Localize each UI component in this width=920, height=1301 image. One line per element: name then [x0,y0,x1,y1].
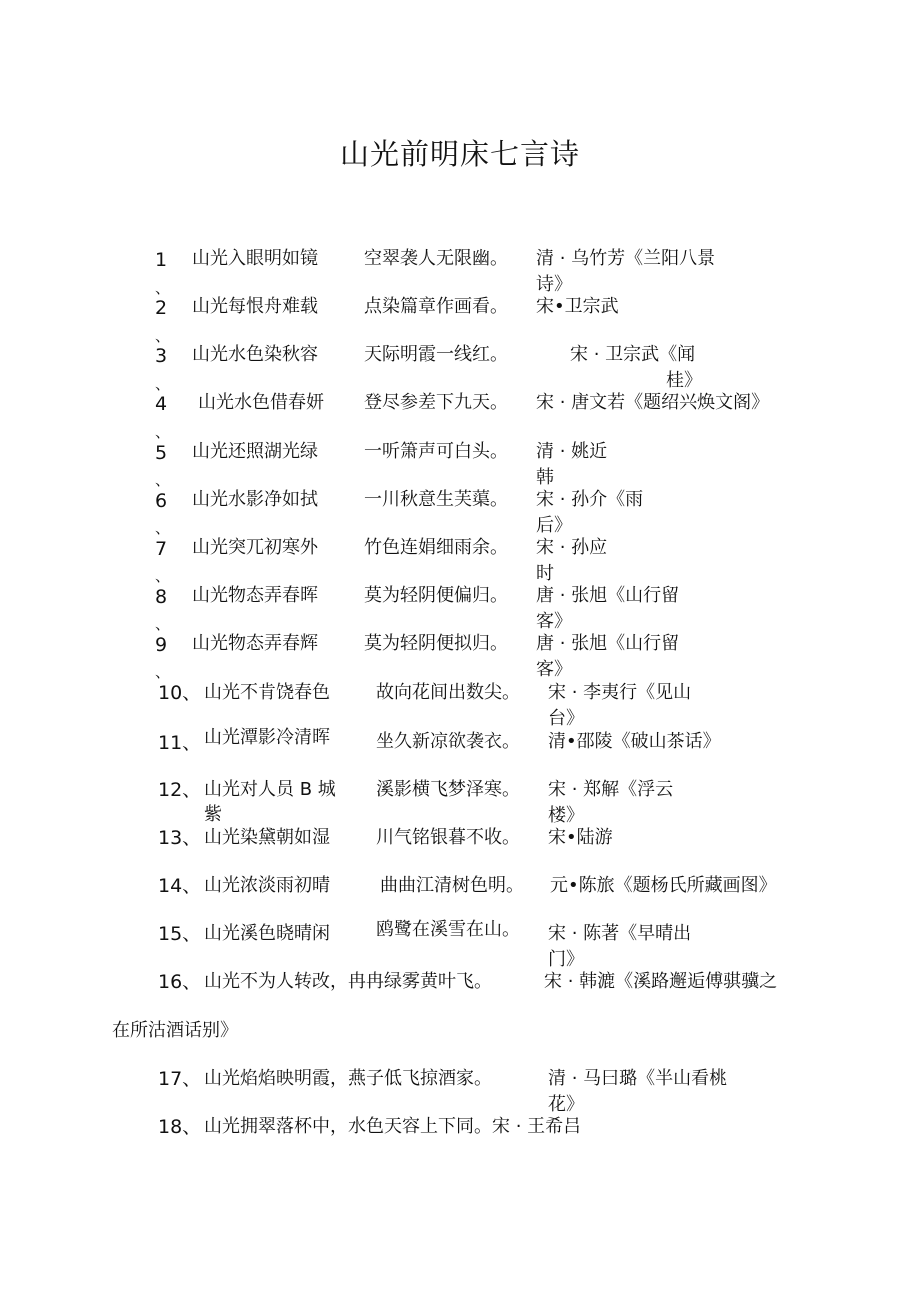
entry-number: 5 [155,442,168,464]
entry-source: 宋•卫宗武 [536,296,619,317]
entry-line-2: 天际明霞一线红。 [364,344,508,365]
entry-source: 宋 · 陈著《早晴出 [548,923,692,944]
entry-number: 2 [155,297,168,319]
entry-number: 10、 [158,682,202,704]
entry-source: 唐 · 张旭《山行留 [536,585,680,606]
entry-source: 清•邵陵《破山茶话》 [548,731,721,752]
page-title: 山光前明床七言诗 [339,137,580,171]
entry-line-2: 故向花间出数尖。 [376,682,520,703]
entry-number: 8 [155,586,168,608]
entry-line-2: 鸥鹭在溪雪在山。 [376,919,520,940]
entry-line-1-cont: 紫 [204,804,222,825]
entry-line-1: 山光水色借春妍 [198,392,324,413]
entry-line-1: 山光不为人转改，冉冉绿雾黄叶飞。 [204,971,492,992]
entry-source: 宋 · 孙应 [536,537,608,558]
entry-line-2: 一川秋意生芙蕖。 [364,489,508,510]
entry-number: 13、 [158,827,202,849]
entry-line-1: 山光还照湖光绿 [192,441,318,462]
entry-number: 1 [155,249,168,271]
entry-separator: 、 [155,567,171,585]
entry-separator: 、 [155,327,171,345]
entry-line-1: 山光入眼明如镜 [192,248,318,269]
entry-number: 12、 [158,779,202,801]
entry-line-2: 登尽参差下九天。 [364,392,508,413]
entry-line-2: 空翠袭人无限幽。 [364,248,508,269]
entry-number: 15、 [158,923,202,945]
entry-line-1: 山光浓淡雨初晴 [204,875,330,896]
entry-line-1: 山光突兀初寒外 [192,537,318,558]
entry-line-1: 山光物态弄春辉 [192,633,318,654]
entry-line-2: 坐久新凉欲袭衣。 [376,731,520,752]
entry-source: 宋 · 韩漉《溪路邂逅傅骐骥之 [544,971,778,992]
entry-line-2: 竹色连娟细雨余。 [364,537,508,558]
entry-number: 11、 [158,732,202,754]
entry-line-2: 曲曲江清树色明。 [380,875,524,896]
entry-line-1: 山光不肯饶春色 [204,682,330,703]
entry-line-1: 山光水影净如拭 [192,489,318,510]
entry-source: 清 · 马曰璐《半山看桃 [548,1068,728,1089]
entry-source: 清 · 乌竹芳《兰阳八景 [536,248,716,269]
entry-separator: 、 [155,279,171,297]
entry-line-2: 点染篇章作画看。 [364,296,508,317]
entry-source: 宋 · 李夷行《见山 [548,682,692,703]
entry-separator: 、 [155,423,171,441]
entry-source-cont: 楼》 [548,805,584,826]
entry-line-1: 山光染黛朝如湿 [204,827,330,848]
entry-line-1: 山光每恨舟难载 [192,296,318,317]
entry-source-cont: 客》 [536,611,572,632]
entry-separator: 、 [155,615,171,633]
entry-source: 宋 · 卫宗武《闻 [570,344,696,365]
entry-line-2: 一听箫声可白头。 [364,441,508,462]
entry-number: 7 [155,538,168,560]
entry-separator: 、 [155,663,171,681]
entry-source: 宋 · 孙介《雨 [536,489,644,510]
entry-line-1: 山光水色染秋容 [192,344,318,365]
entry-source-cont: 花》 [548,1094,584,1115]
entry-number: 18、 [158,1116,202,1138]
entry-line-1: 山光对人员 B 城 [204,779,336,800]
entry-line-1: 山光焰焰映明霞，燕子低飞掠酒家。 [204,1068,492,1089]
entry-source: 清 · 姚近 [536,441,608,462]
entry-source: 元•陈旅《题杨氏所藏画图》 [550,875,777,896]
entry-number: 17、 [158,1068,202,1090]
entry-line-1: 山光拥翠落杯中，水色天容上下同。宋 · 王希吕 [204,1116,582,1137]
entry-source-cont: 韩 [536,467,554,488]
entry-separator: 、 [155,375,171,393]
entry-line-2: 莫为轻阴便拟归。 [364,633,508,654]
entry-number: 9 [155,634,168,656]
entry-line-2: 川气铭银暮不收。 [376,827,520,848]
entry-source: 唐 · 张旭《山行留 [536,633,680,654]
entry-source-cont: 客》 [536,659,572,680]
entry-separator: 、 [155,519,171,537]
entry-line-1: 山光物态弄春晖 [192,585,318,606]
entry-line-1: 山光溪色晓晴闲 [204,923,330,944]
entry-source-cont: 桂》 [666,370,702,391]
entry-number: 4 [155,393,168,415]
entry-line-1: 山光潭影冷清晖 [204,727,330,748]
entry-line-2: 莫为轻阴便偏归。 [364,585,508,606]
entry-number: 3 [155,345,168,367]
entry-line-2: 溪影横飞梦泽寒。 [376,779,520,800]
entry-number: 6 [155,490,168,512]
entry-source-cont: 台》 [548,708,584,729]
entry-source-cont: 时 [536,563,554,584]
entry-source: 宋 · 郑解《浮云 [548,779,674,800]
entry-number: 16、 [158,971,202,993]
entry-source-cont: 门》 [548,949,584,970]
entry-source: 宋 · 唐文若《题绍兴焕文阁》 [536,392,770,413]
entry-source: 宋•陆游 [548,827,613,848]
entry-source-cont: 在所沽酒话别》 [112,1020,238,1041]
entry-source-cont: 后》 [536,515,572,536]
entry-number: 14、 [158,875,202,897]
entry-separator: 、 [155,471,171,489]
entry-source-cont: 诗》 [536,274,572,295]
